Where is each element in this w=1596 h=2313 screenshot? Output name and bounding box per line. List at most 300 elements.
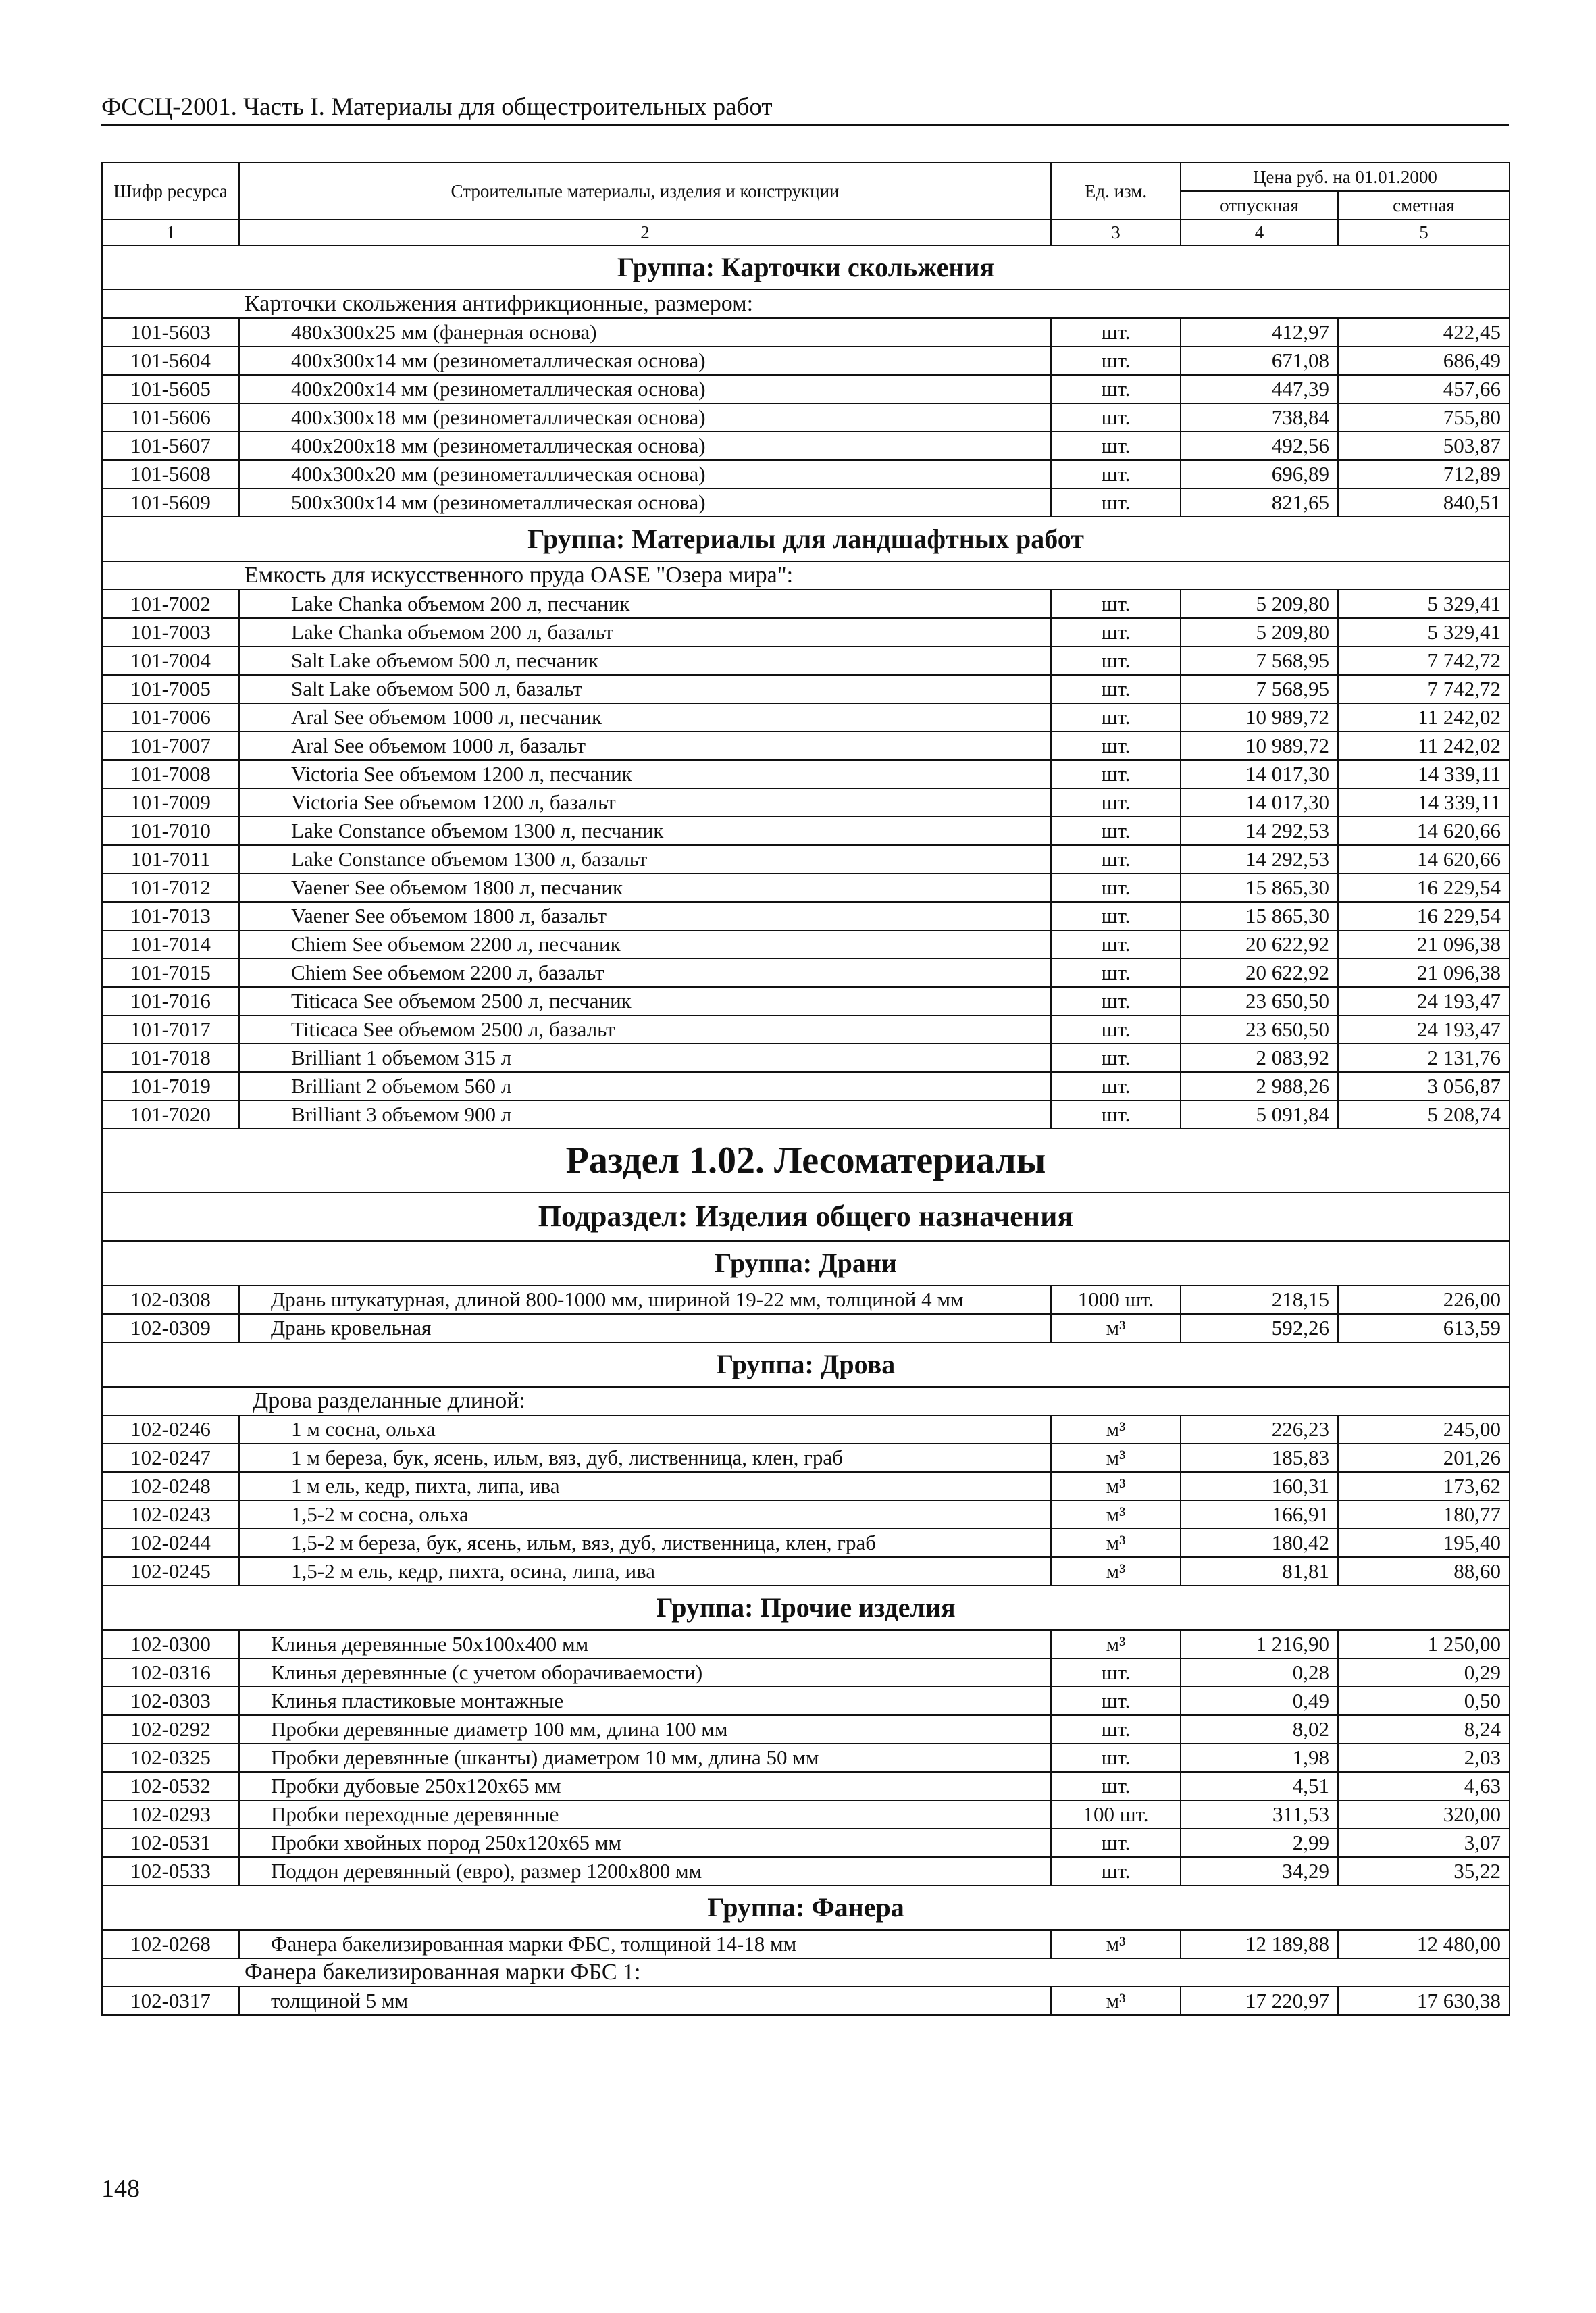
table-row bbox=[102, 1286, 1510, 1314]
table-row bbox=[102, 646, 1510, 675]
resource-code: 102-0246 bbox=[102, 1415, 239, 1444]
table-row bbox=[102, 1529, 1510, 1557]
group-title-row bbox=[102, 1241, 1510, 1286]
estimate-price: 503,87 bbox=[1338, 432, 1510, 460]
resource-code: 101-5605 bbox=[102, 375, 239, 403]
item-name: Lake Constance объемом 1300 л, песчаник bbox=[239, 817, 1051, 845]
group-title: Группа: Драни bbox=[102, 1241, 1510, 1286]
resource-code: 101-7003 bbox=[102, 618, 239, 646]
item-name: 400x300x14 мм (резинометаллическая основа) bbox=[239, 347, 1051, 375]
release-price: 412,97 bbox=[1181, 318, 1338, 347]
item-name: Chiem See объемом 2200 л, базальт bbox=[239, 959, 1051, 987]
table-row bbox=[102, 1314, 1510, 1342]
release-price: 1,98 bbox=[1181, 1744, 1338, 1772]
resource-code: 101-7009 bbox=[102, 788, 239, 817]
release-price: 10 989,72 bbox=[1181, 703, 1338, 732]
col-header-release: отпускная bbox=[1181, 191, 1338, 220]
estimate-price: 5 329,41 bbox=[1338, 590, 1510, 618]
group-title-row bbox=[102, 517, 1510, 561]
price-table bbox=[101, 162, 1510, 2016]
estimate-price: 7 742,72 bbox=[1338, 675, 1510, 703]
release-price: 14 017,30 bbox=[1181, 788, 1338, 817]
group-title: Группа: Материалы для ландшафтных работ bbox=[102, 517, 1510, 561]
estimate-price: 88,60 bbox=[1338, 1557, 1510, 1585]
page-header: ФССЦ-2001. Часть I. Материалы для общестроительных работ bbox=[101, 92, 1509, 126]
item-unit: шт. bbox=[1051, 1100, 1181, 1129]
item-name: 500x300x14 мм (резинометаллическая основа) bbox=[239, 488, 1051, 517]
item-name: Lake Chanka объемом 200 л, базальт bbox=[239, 618, 1051, 646]
table-row bbox=[102, 902, 1510, 930]
table-row bbox=[102, 432, 1510, 460]
estimate-price: 35,22 bbox=[1338, 1857, 1510, 1885]
release-price: 0,28 bbox=[1181, 1658, 1338, 1687]
item-unit: м³ bbox=[1051, 1630, 1181, 1658]
item-name: Chiem See объемом 2200 л, песчаник bbox=[239, 930, 1051, 959]
resource-code: 101-7008 bbox=[102, 760, 239, 788]
resource-code: 102-0247 bbox=[102, 1444, 239, 1472]
resource-code: 101-7019 bbox=[102, 1072, 239, 1100]
table-row bbox=[102, 959, 1510, 987]
item-unit: шт. bbox=[1051, 987, 1181, 1015]
resource-code: 102-0293 bbox=[102, 1800, 239, 1829]
item-unit: шт. bbox=[1051, 1772, 1181, 1800]
item-unit: шт. bbox=[1051, 1658, 1181, 1687]
resource-code: 102-0244 bbox=[102, 1529, 239, 1557]
estimate-price: 11 242,02 bbox=[1338, 732, 1510, 760]
section-title-row bbox=[102, 1129, 1510, 1192]
item-name: Пробки деревянные диаметр 100 мм, длина 100 мм bbox=[239, 1715, 1051, 1744]
page-number: 148 bbox=[101, 2175, 140, 2203]
release-price: 2 083,92 bbox=[1181, 1044, 1338, 1072]
estimate-price: 613,59 bbox=[1338, 1314, 1510, 1342]
item-name: 400x200x14 мм (резинометаллическая основа) bbox=[239, 375, 1051, 403]
resource-code: 102-0533 bbox=[102, 1857, 239, 1885]
release-price: 14 292,53 bbox=[1181, 817, 1338, 845]
resource-code: 101-7011 bbox=[102, 845, 239, 873]
item-name: Aral See объемом 1000 л, песчаник bbox=[239, 703, 1051, 732]
item-unit: м³ bbox=[1051, 1987, 1181, 2015]
table-row bbox=[102, 845, 1510, 873]
item-name: 1,5-2 м ель, кедр, пихта, осина, липа, ива bbox=[239, 1557, 1051, 1585]
item-name: Клинья пластиковые монтажные bbox=[239, 1687, 1051, 1715]
item-unit: м³ bbox=[1051, 1930, 1181, 1958]
release-price: 2,99 bbox=[1181, 1829, 1338, 1857]
estimate-price: 245,00 bbox=[1338, 1415, 1510, 1444]
estimate-price: 24 193,47 bbox=[1338, 987, 1510, 1015]
subgroup-header-row bbox=[102, 561, 1510, 590]
table-row bbox=[102, 1687, 1510, 1715]
table-row bbox=[102, 1557, 1510, 1585]
resource-code: 102-0531 bbox=[102, 1829, 239, 1857]
item-name: Victoria See объемом 1200 л, базальт bbox=[239, 788, 1051, 817]
estimate-price: 16 229,54 bbox=[1338, 902, 1510, 930]
column-number-row bbox=[102, 220, 1510, 245]
release-price: 5 209,80 bbox=[1181, 618, 1338, 646]
resource-code: 101-5606 bbox=[102, 403, 239, 432]
item-name: Клинья деревянные 50x100x400 мм bbox=[239, 1630, 1051, 1658]
table-row bbox=[102, 347, 1510, 375]
resource-code: 102-0532 bbox=[102, 1772, 239, 1800]
group-title: Группа: Карточки скольжения bbox=[102, 245, 1510, 290]
estimate-price: 3,07 bbox=[1338, 1829, 1510, 1857]
estimate-price: 180,77 bbox=[1338, 1500, 1510, 1529]
resource-code: 102-0245 bbox=[102, 1557, 239, 1585]
item-name: Salt Lake объемом 500 л, базальт bbox=[239, 675, 1051, 703]
estimate-price: 2,03 bbox=[1338, 1744, 1510, 1772]
table-row bbox=[102, 930, 1510, 959]
estimate-price: 14 620,66 bbox=[1338, 817, 1510, 845]
estimate-price: 2 131,76 bbox=[1338, 1044, 1510, 1072]
release-price: 5 091,84 bbox=[1181, 1100, 1338, 1129]
release-price: 311,53 bbox=[1181, 1800, 1338, 1829]
table-row bbox=[102, 403, 1510, 432]
item-unit: шт. bbox=[1051, 646, 1181, 675]
release-price: 160,31 bbox=[1181, 1472, 1338, 1500]
item-unit: м³ bbox=[1051, 1444, 1181, 1472]
table-row bbox=[102, 760, 1510, 788]
estimate-price: 173,62 bbox=[1338, 1472, 1510, 1500]
resource-code: 101-5604 bbox=[102, 347, 239, 375]
item-unit: шт. bbox=[1051, 1744, 1181, 1772]
item-unit: шт. bbox=[1051, 1044, 1181, 1072]
subgroup-header: Дрова разделанные длиной: bbox=[102, 1387, 1510, 1415]
release-price: 592,26 bbox=[1181, 1314, 1338, 1342]
subgroup-header: Фанера бакелизированная марки ФБС 1: bbox=[102, 1958, 1510, 1987]
estimate-price: 226,00 bbox=[1338, 1286, 1510, 1314]
resource-code: 102-0248 bbox=[102, 1472, 239, 1500]
item-unit: шт. bbox=[1051, 788, 1181, 817]
table-row bbox=[102, 732, 1510, 760]
item-name: 480x300x25 мм (фанерная основа) bbox=[239, 318, 1051, 347]
subgroup-header: Емкость для искусственного пруда OASE "Озера мира": bbox=[102, 561, 1510, 590]
resource-code: 102-0325 bbox=[102, 1744, 239, 1772]
item-unit: шт. bbox=[1051, 318, 1181, 347]
item-unit: шт. bbox=[1051, 432, 1181, 460]
subgroup-header: Карточки скольжения антифрикционные, размером: bbox=[102, 290, 1510, 318]
table-row bbox=[102, 590, 1510, 618]
col-number: 3 bbox=[1051, 220, 1181, 245]
release-price: 1 216,90 bbox=[1181, 1630, 1338, 1658]
estimate-price: 840,51 bbox=[1338, 488, 1510, 517]
subgroup-header-row bbox=[102, 1387, 1510, 1415]
item-unit: 1000 шт. bbox=[1051, 1286, 1181, 1314]
item-unit: шт. bbox=[1051, 590, 1181, 618]
item-name: Titicaca See объемом 2500 л, песчаник bbox=[239, 987, 1051, 1015]
release-price: 447,39 bbox=[1181, 375, 1338, 403]
table-row bbox=[102, 987, 1510, 1015]
item-unit: шт. bbox=[1051, 618, 1181, 646]
item-unit: шт. bbox=[1051, 1857, 1181, 1885]
item-name: 1,5-2 м береза, бук, ясень, ильм, вяз, дуб, лиственница, клен, граб bbox=[239, 1529, 1051, 1557]
col-number: 5 bbox=[1338, 220, 1510, 245]
resource-code: 101-7013 bbox=[102, 902, 239, 930]
resource-code: 101-5607 bbox=[102, 432, 239, 460]
col-header-estimate: сметная bbox=[1338, 191, 1510, 220]
item-unit: шт. bbox=[1051, 817, 1181, 845]
table-row bbox=[102, 1930, 1510, 1958]
estimate-price: 201,26 bbox=[1338, 1444, 1510, 1472]
estimate-price: 5 329,41 bbox=[1338, 618, 1510, 646]
item-name: Lake Constance объемом 1300 л, базальт bbox=[239, 845, 1051, 873]
group-title-row bbox=[102, 1585, 1510, 1630]
estimate-price: 14 620,66 bbox=[1338, 845, 1510, 873]
resource-code: 102-0308 bbox=[102, 1286, 239, 1314]
item-unit: м³ bbox=[1051, 1529, 1181, 1557]
table-row bbox=[102, 1415, 1510, 1444]
resource-code: 102-0309 bbox=[102, 1314, 239, 1342]
table-row bbox=[102, 1044, 1510, 1072]
item-name: 400x300x20 мм (резинометаллическая основа) bbox=[239, 460, 1051, 488]
item-name: Фанера бакелизированная марки ФБС, толщиной 14-18 мм bbox=[239, 1930, 1051, 1958]
col-number: 4 bbox=[1181, 220, 1338, 245]
item-name: 1,5-2 м сосна, ольха bbox=[239, 1500, 1051, 1529]
subgroup-header-row bbox=[102, 1958, 1510, 1987]
table-row bbox=[102, 1829, 1510, 1857]
release-price: 166,91 bbox=[1181, 1500, 1338, 1529]
item-unit: шт. bbox=[1051, 760, 1181, 788]
subsection-title-row bbox=[102, 1192, 1510, 1241]
item-name: Дрань кровельная bbox=[239, 1314, 1051, 1342]
resource-code: 101-7015 bbox=[102, 959, 239, 987]
table-row bbox=[102, 1987, 1510, 2015]
release-price: 671,08 bbox=[1181, 347, 1338, 375]
release-price: 15 865,30 bbox=[1181, 902, 1338, 930]
resource-code: 102-0300 bbox=[102, 1630, 239, 1658]
item-name: Пробки хвойных пород 250x120x65 мм bbox=[239, 1829, 1051, 1857]
estimate-price: 16 229,54 bbox=[1338, 873, 1510, 902]
table-header-row bbox=[102, 163, 1510, 191]
resource-code: 102-0292 bbox=[102, 1715, 239, 1744]
item-unit: шт. bbox=[1051, 1687, 1181, 1715]
release-price: 20 622,92 bbox=[1181, 959, 1338, 987]
item-unit: шт. bbox=[1051, 873, 1181, 902]
item-name: Дрань штукатурная, длиной 800-1000 мм, шириной 19-22 мм, толщиной 4 мм bbox=[239, 1286, 1051, 1314]
estimate-price: 12 480,00 bbox=[1338, 1930, 1510, 1958]
resource-code: 101-5609 bbox=[102, 488, 239, 517]
item-name: Brilliant 2 объемом 560 л bbox=[239, 1072, 1051, 1100]
resource-code: 101-7017 bbox=[102, 1015, 239, 1044]
group-title: Группа: Дрова bbox=[102, 1342, 1510, 1387]
table-row bbox=[102, 618, 1510, 646]
col-number: 1 bbox=[102, 220, 239, 245]
estimate-price: 755,80 bbox=[1338, 403, 1510, 432]
release-price: 4,51 bbox=[1181, 1772, 1338, 1800]
subgroup-header-row bbox=[102, 290, 1510, 318]
estimate-price: 14 339,11 bbox=[1338, 788, 1510, 817]
estimate-price: 11 242,02 bbox=[1338, 703, 1510, 732]
table-row bbox=[102, 873, 1510, 902]
item-unit: шт. bbox=[1051, 930, 1181, 959]
resource-code: 102-0303 bbox=[102, 1687, 239, 1715]
release-price: 34,29 bbox=[1181, 1857, 1338, 1885]
estimate-price: 0,29 bbox=[1338, 1658, 1510, 1687]
table-row bbox=[102, 675, 1510, 703]
resource-code: 101-7004 bbox=[102, 646, 239, 675]
release-price: 2 988,26 bbox=[1181, 1072, 1338, 1100]
item-name: Vaener See объемом 1800 л, базальт bbox=[239, 902, 1051, 930]
release-price: 7 568,95 bbox=[1181, 675, 1338, 703]
release-price: 8,02 bbox=[1181, 1715, 1338, 1744]
estimate-price: 14 339,11 bbox=[1338, 760, 1510, 788]
item-unit: шт. bbox=[1051, 1829, 1181, 1857]
item-unit: шт. bbox=[1051, 403, 1181, 432]
resource-code: 102-0316 bbox=[102, 1658, 239, 1687]
estimate-price: 195,40 bbox=[1338, 1529, 1510, 1557]
release-price: 20 622,92 bbox=[1181, 930, 1338, 959]
estimate-price: 4,63 bbox=[1338, 1772, 1510, 1800]
item-unit: шт. bbox=[1051, 375, 1181, 403]
section-title: Раздел 1.02. Лесоматериалы bbox=[102, 1129, 1510, 1192]
estimate-price: 686,49 bbox=[1338, 347, 1510, 375]
table-row bbox=[102, 1072, 1510, 1100]
item-name: 1 м береза, бук, ясень, ильм, вяз, дуб, лиственница, клен, граб bbox=[239, 1444, 1051, 1472]
resource-code: 101-7006 bbox=[102, 703, 239, 732]
item-name: Brilliant 3 объемом 900 л bbox=[239, 1100, 1051, 1129]
release-price: 492,56 bbox=[1181, 432, 1338, 460]
release-price: 14 017,30 bbox=[1181, 760, 1338, 788]
item-unit: шт. bbox=[1051, 488, 1181, 517]
item-unit: м³ bbox=[1051, 1557, 1181, 1585]
table-row bbox=[102, 460, 1510, 488]
table-row bbox=[102, 1857, 1510, 1885]
release-price: 218,15 bbox=[1181, 1286, 1338, 1314]
item-name: толщиной 5 мм bbox=[239, 1987, 1051, 2015]
resource-code: 101-7012 bbox=[102, 873, 239, 902]
item-name: 1 м ель, кедр, пихта, липа, ива bbox=[239, 1472, 1051, 1500]
col-header-price: Цена руб. на 01.01.2000 bbox=[1181, 163, 1510, 191]
group-title: Группа: Фанера bbox=[102, 1885, 1510, 1930]
item-name: 400x300x18 мм (резинометаллическая основа) bbox=[239, 403, 1051, 432]
estimate-price: 1 250,00 bbox=[1338, 1630, 1510, 1658]
table-row bbox=[102, 817, 1510, 845]
item-name: Victoria See объемом 1200 л, песчаник bbox=[239, 760, 1051, 788]
release-price: 81,81 bbox=[1181, 1557, 1338, 1585]
item-name: Salt Lake объемом 500 л, песчаник bbox=[239, 646, 1051, 675]
group-title-row bbox=[102, 1885, 1510, 1930]
resource-code: 101-7002 bbox=[102, 590, 239, 618]
resource-code: 101-5603 bbox=[102, 318, 239, 347]
item-name: Пробки деревянные (шканты) диаметром 10 мм, длина 50 мм bbox=[239, 1744, 1051, 1772]
resource-code: 101-7018 bbox=[102, 1044, 239, 1072]
resource-code: 101-7007 bbox=[102, 732, 239, 760]
release-price: 14 292,53 bbox=[1181, 845, 1338, 873]
release-price: 12 189,88 bbox=[1181, 1930, 1338, 1958]
estimate-price: 320,00 bbox=[1338, 1800, 1510, 1829]
item-name: Пробки дубовые 250x120x65 мм bbox=[239, 1772, 1051, 1800]
group-title-row bbox=[102, 1342, 1510, 1387]
estimate-price: 3 056,87 bbox=[1338, 1072, 1510, 1100]
item-name: Поддон деревянный (евро), размер 1200x800 мм bbox=[239, 1857, 1051, 1885]
resource-code: 101-7016 bbox=[102, 987, 239, 1015]
resource-code: 101-7014 bbox=[102, 930, 239, 959]
item-unit: шт. bbox=[1051, 1715, 1181, 1744]
estimate-price: 457,66 bbox=[1338, 375, 1510, 403]
release-price: 180,42 bbox=[1181, 1529, 1338, 1557]
item-name: Lake Chanka объемом 200 л, песчаник bbox=[239, 590, 1051, 618]
estimate-price: 422,45 bbox=[1338, 318, 1510, 347]
resource-code: 101-7005 bbox=[102, 675, 239, 703]
estimate-price: 8,24 bbox=[1338, 1715, 1510, 1744]
item-unit: шт. bbox=[1051, 1015, 1181, 1044]
release-price: 5 209,80 bbox=[1181, 590, 1338, 618]
estimate-price: 7 742,72 bbox=[1338, 646, 1510, 675]
table-row bbox=[102, 375, 1510, 403]
release-price: 10 989,72 bbox=[1181, 732, 1338, 760]
estimate-price: 21 096,38 bbox=[1338, 930, 1510, 959]
item-unit: 100 шт. bbox=[1051, 1800, 1181, 1829]
resource-code: 101-5608 bbox=[102, 460, 239, 488]
item-unit: шт. bbox=[1051, 675, 1181, 703]
release-price: 738,84 bbox=[1181, 403, 1338, 432]
item-name: Brilliant 1 объемом 315 л bbox=[239, 1044, 1051, 1072]
estimate-price: 17 630,38 bbox=[1338, 1987, 1510, 2015]
item-name: 400x200x18 мм (резинометаллическая основа) bbox=[239, 432, 1051, 460]
table-row bbox=[102, 788, 1510, 817]
col-header-unit: Ед. изм. bbox=[1051, 163, 1181, 220]
item-name: Aral See объемом 1000 л, базальт bbox=[239, 732, 1051, 760]
col-number: 2 bbox=[239, 220, 1051, 245]
release-price: 0,49 bbox=[1181, 1687, 1338, 1715]
table-row bbox=[102, 703, 1510, 732]
resource-code: 102-0243 bbox=[102, 1500, 239, 1529]
release-price: 696,89 bbox=[1181, 460, 1338, 488]
table-row bbox=[102, 488, 1510, 517]
table-row bbox=[102, 1500, 1510, 1529]
table-row bbox=[102, 1772, 1510, 1800]
item-name: Клинья деревянные (с учетом оборачиваемости) bbox=[239, 1658, 1051, 1687]
release-price: 185,83 bbox=[1181, 1444, 1338, 1472]
item-name: 1 м сосна, ольха bbox=[239, 1415, 1051, 1444]
item-name: Vaener See объемом 1800 л, песчаник bbox=[239, 873, 1051, 902]
item-name: Пробки переходные деревянные bbox=[239, 1800, 1051, 1829]
col-header-code: Шифр ресурса bbox=[102, 163, 239, 220]
item-unit: шт. bbox=[1051, 959, 1181, 987]
item-unit: шт. bbox=[1051, 732, 1181, 760]
table-row bbox=[102, 1444, 1510, 1472]
resource-code: 102-0268 bbox=[102, 1930, 239, 1958]
table-row bbox=[102, 1744, 1510, 1772]
release-price: 15 865,30 bbox=[1181, 873, 1338, 902]
table-row bbox=[102, 1715, 1510, 1744]
item-unit: шт. bbox=[1051, 845, 1181, 873]
estimate-price: 21 096,38 bbox=[1338, 959, 1510, 987]
table-row bbox=[102, 1630, 1510, 1658]
group-title-row bbox=[102, 245, 1510, 290]
table-row bbox=[102, 1658, 1510, 1687]
group-title: Группа: Прочие изделия bbox=[102, 1585, 1510, 1630]
release-price: 23 650,50 bbox=[1181, 1015, 1338, 1044]
table-row bbox=[102, 1100, 1510, 1129]
subsection-title: Подраздел: Изделия общего назначения bbox=[102, 1192, 1510, 1241]
item-unit: м³ bbox=[1051, 1472, 1181, 1500]
table-row bbox=[102, 1800, 1510, 1829]
release-price: 226,23 bbox=[1181, 1415, 1338, 1444]
item-name: Titicaca See объемом 2500 л, базальт bbox=[239, 1015, 1051, 1044]
item-unit: шт. bbox=[1051, 460, 1181, 488]
item-unit: м³ bbox=[1051, 1415, 1181, 1444]
estimate-price: 24 193,47 bbox=[1338, 1015, 1510, 1044]
item-unit: шт. bbox=[1051, 347, 1181, 375]
release-price: 821,65 bbox=[1181, 488, 1338, 517]
resource-code: 101-7010 bbox=[102, 817, 239, 845]
resource-code: 101-7020 bbox=[102, 1100, 239, 1129]
resource-code: 102-0317 bbox=[102, 1987, 239, 2015]
estimate-price: 5 208,74 bbox=[1338, 1100, 1510, 1129]
col-header-name: Строительные материалы, изделия и конструкции bbox=[239, 163, 1051, 220]
table-row bbox=[102, 1015, 1510, 1044]
estimate-price: 712,89 bbox=[1338, 460, 1510, 488]
item-unit: шт. bbox=[1051, 902, 1181, 930]
